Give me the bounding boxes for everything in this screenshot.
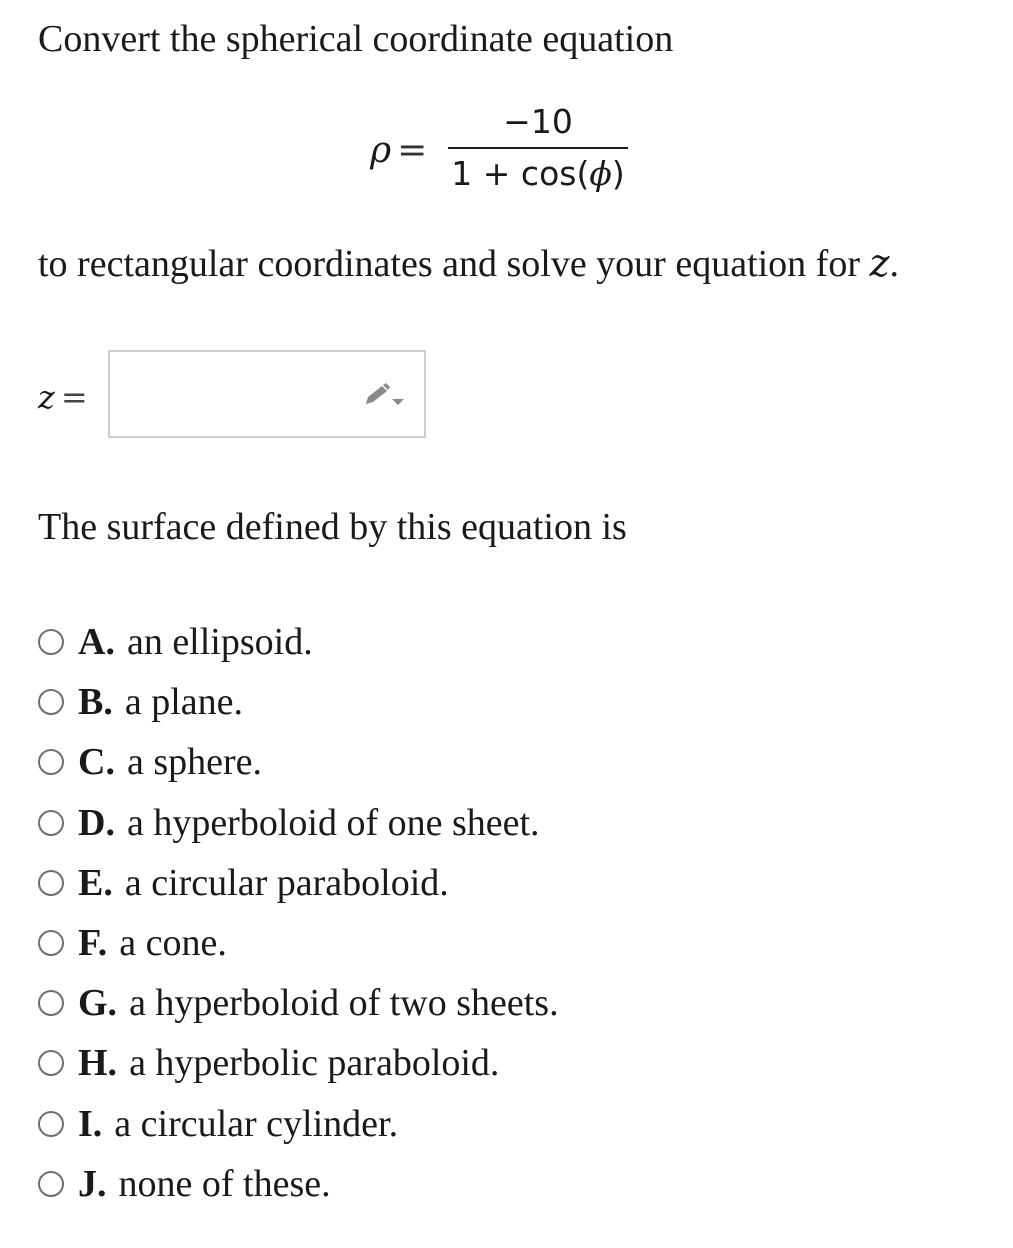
- option-letter: D.: [78, 801, 115, 844]
- option-text: a hyperbolic paraboloid.: [129, 1042, 500, 1085]
- option-letter: B.: [78, 681, 113, 724]
- answer-input[interactable]: [120, 362, 354, 428]
- z-variable: z: [38, 378, 55, 416]
- option-j[interactable]: [38, 1154, 938, 1214]
- option-i[interactable]: [38, 1094, 938, 1154]
- option-text: a circular paraboloid.: [124, 861, 449, 904]
- equation-lhs: [370, 130, 427, 171]
- option-text: a plane.: [124, 681, 244, 724]
- option-letter: A.: [78, 621, 115, 664]
- question-intro: Convert the spherical coordinate equation: [38, 18, 674, 60]
- radio-button-icon[interactable]: [38, 990, 64, 1016]
- radio-button-icon[interactable]: [38, 629, 64, 655]
- display-equation: [368, 100, 638, 200]
- option-text: a hyperboloid of one sheet.: [126, 801, 540, 844]
- option-text: a hyperboloid of two sheets.: [129, 982, 559, 1025]
- answer-box[interactable]: [108, 350, 426, 438]
- instruction-period: .: [889, 243, 900, 285]
- fraction-denominator: [448, 154, 628, 193]
- fraction-bar: [448, 147, 628, 149]
- equals-sign: =: [397, 130, 428, 171]
- radio-button-icon[interactable]: [38, 1171, 64, 1197]
- denominator-suffix: ): [611, 154, 625, 193]
- options-list: [38, 612, 938, 1214]
- option-text: none of these.: [118, 1162, 331, 1205]
- answer-equals-sign: =: [60, 378, 88, 416]
- pencil-dropdown-icon[interactable]: [364, 382, 408, 410]
- option-c[interactable]: [38, 732, 938, 792]
- denominator-prefix: 1 + cos(: [451, 154, 590, 193]
- option-h[interactable]: [38, 1033, 938, 1093]
- option-text: an ellipsoid.: [126, 621, 313, 664]
- instruction-text: to rectangular coordinates and solve your equation for: [38, 243, 860, 285]
- surface-question: The surface defined by this equation is: [38, 506, 627, 548]
- option-letter: J.: [78, 1162, 107, 1205]
- option-text: a circular cylinder.: [114, 1102, 399, 1145]
- option-text: a cone.: [119, 922, 227, 965]
- fraction-numerator: −10: [503, 102, 573, 141]
- answer-label: [38, 378, 88, 416]
- option-text: a sphere.: [126, 741, 262, 784]
- radio-button-icon[interactable]: [38, 1050, 64, 1076]
- radio-button-icon[interactable]: [38, 749, 64, 775]
- radio-button-icon[interactable]: [38, 870, 64, 896]
- option-letter: C.: [78, 741, 115, 784]
- instruction-variable: z: [869, 241, 890, 285]
- rho-symbol: ρ: [370, 130, 392, 171]
- radio-button-icon[interactable]: [38, 810, 64, 836]
- option-f[interactable]: [38, 913, 938, 973]
- option-g[interactable]: [38, 973, 938, 1033]
- option-letter: G.: [78, 982, 118, 1025]
- option-letter: I.: [78, 1102, 103, 1145]
- question-instruction: [38, 241, 900, 285]
- phi-symbol: ϕ: [589, 154, 612, 193]
- radio-button-icon[interactable]: [38, 1111, 64, 1137]
- option-letter: H.: [78, 1042, 118, 1085]
- option-d[interactable]: [38, 793, 938, 853]
- option-e[interactable]: [38, 853, 938, 913]
- option-a[interactable]: [38, 612, 938, 672]
- option-b[interactable]: [38, 672, 938, 732]
- option-letter: F.: [78, 922, 108, 965]
- radio-button-icon[interactable]: [38, 930, 64, 956]
- option-letter: E.: [78, 861, 113, 904]
- radio-button-icon[interactable]: [38, 689, 64, 715]
